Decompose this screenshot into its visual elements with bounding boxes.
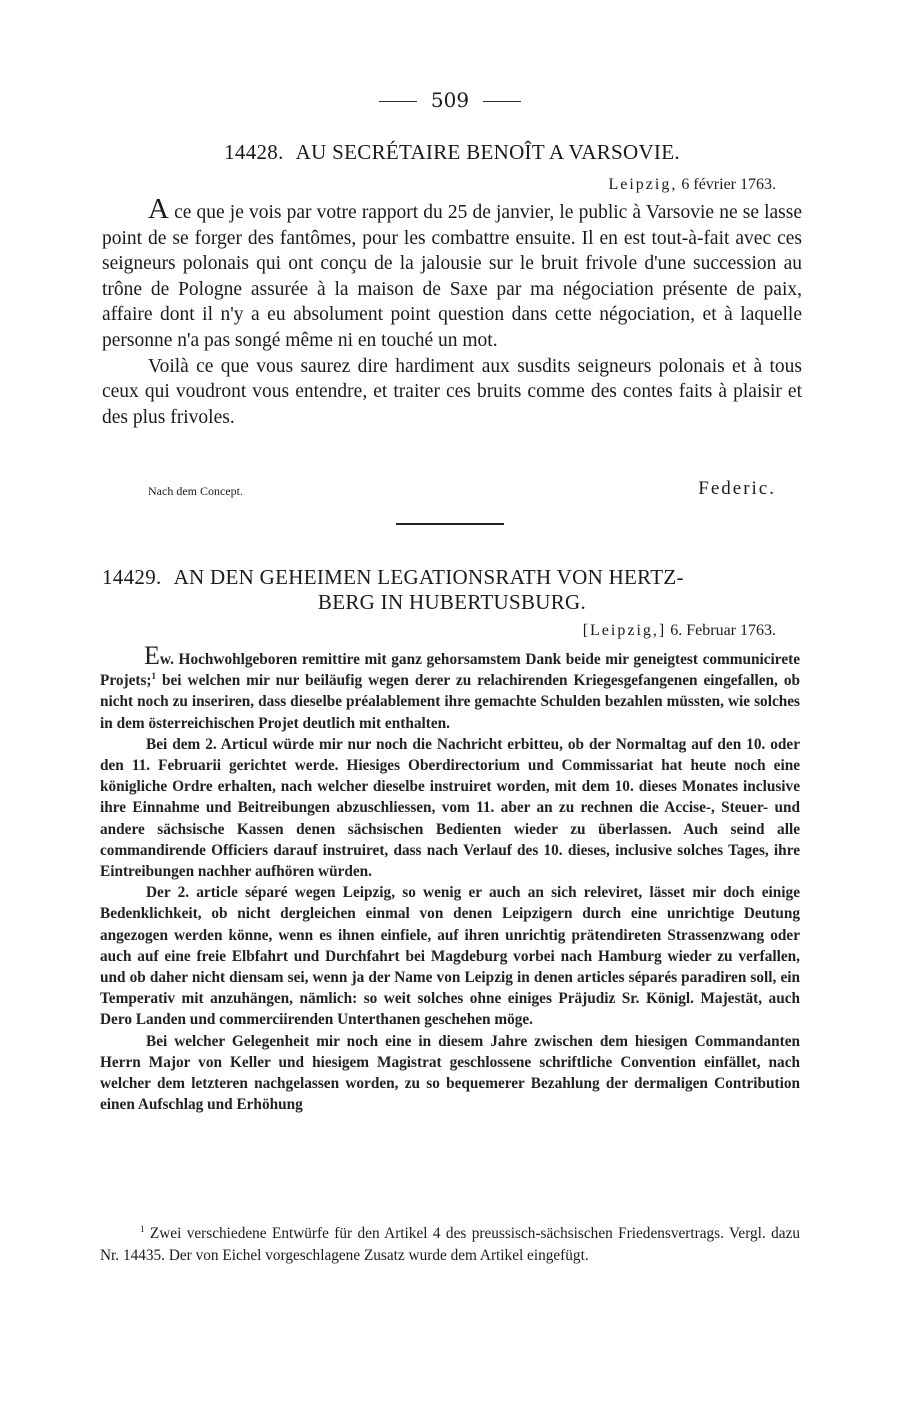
section-divider: [396, 523, 504, 525]
header-dash-right: [483, 101, 521, 102]
footnote: [100, 1223, 800, 1266]
footnote-text: Zwei verschiedene Entwürfe für den Artikel 4 des preussisch-sächsischen Friedensvertrags. Vergl. dazu Nr. 14435. Der von Eichel vorgeschlagene Zusatz wurde dem Artikel eingefügt.: [100, 1225, 801, 1264]
letter-2-paragraph-2: Bei dem 2. Articul würde mir nur noch die Nachricht erbitteu, ob der Normaltag auf den 10. oder den 11. Februarii gerichtet werde. Hiesiges Oberdirectorium und Commissariat hat heute noch eine königliche Ordre erhalten, nach welcher dieselbe instruiret worden, mit dem 10. dieses Monates inclusive ihre Einnahme und Beitreibungen abzuschliessen, vom 11. aber an zu rechnen die Accise-, Steuer- und andere sächsische Kassen denen sächsischen Bedienten wieder zu überlassen. Auch seind alle commandirende Officiers darauf instruiret, dass nach Verlauf des 10. dieses, inclusive solches Tages, ihre Eintreibungen nachher aufhören würden.: [100, 735, 800, 881]
footnote-marker: 1: [140, 1223, 145, 1234]
footnote-reference[interactable]: 1: [151, 671, 157, 682]
letter-2-body: [100, 641, 800, 1115]
letter-1-title: AU SECRÉTAIRE BENOÎT A VARSOVIE.: [295, 140, 680, 164]
letter-1-place: Leipzig,: [608, 176, 678, 193]
footnote-paragraph: [100, 1223, 800, 1266]
letter-1-paragraph-1-text: ce que je vois par votre rapport du 25 de janvier, le public à Varsovie ne se lasse point de se forger des fantômes, pour les combattre ensuite. Il en est tout-à-fait avec ces seigneurs polonais qui ont conçu de la jalousie sur le bruit frivole d'une succession au trône de Pologne assurée à la maison de Saxe par ma négociation présente de paix, affaire dont il n'y a eu absolument point question dans cette négociation, et à laquelle personne n'a pas songé même ni en touché un mot.: [102, 202, 803, 351]
letter-1-heading: [102, 140, 802, 165]
letter-1-paragraph-1: [102, 193, 803, 354]
letter-2-title-line-2: BERG IN HUBERTUSBURG.: [317, 590, 587, 614]
letter-2-paragraph-1-a: w. Hochwohlgeboren remittire mit ganz gehorsamstem Dank beide mir geneigtest communicirete Projets;: [100, 651, 800, 690]
letter-2-date: 6. Februar 1763.: [670, 622, 776, 639]
letter-2-paragraph-3: Der 2. article séparé wegen Leipzig, so wenig er auch an sich releviret, lässet mir doch einige Bedenklichkeit, ob nicht dergleichen einmal von denen Leipzigern durch eine unrichtige Deutung angezogen werden könne, wenn es ihnen einfiele, auf ihren unrichtig prätendireten Strassenzwang oder auch auf eine freie Elbfahrt und Durchfahrt bei Magdeburg vorbei nach Hamburg wieder zu verfallen, und ob daher nicht diensam sei, wenn ja der Name von Leipzig in denen articles séparés paradiren soll, ein Temperativ mit anzuhängen, nämlich: so weit solches ohne einiges Präjudiz Sr. Königl. Majestät, auch Dero Landen und commerciirenden Unterthanen geschehen möge.: [100, 884, 800, 1029]
letter-2-paragraph-1: [100, 641, 800, 734]
letter-2-paragraph-4: Bei welcher Gelegenheit mir noch eine in diesem Jahre zwischen dem hiesigen Commandanten Herrn Major von Keller und hiesigem Magistrat geschlossene schriftliche Convention einfället, nach welcher dem letzteren nachgelassen worden, zu so bequemerer Bezahlung der dermaligen Contribution einen Aufschlag und Erhöhung: [100, 1032, 800, 1114]
drop-cap: A: [148, 193, 169, 225]
letter-2-dateline: [583, 622, 776, 640]
letter-1-dateline: [608, 176, 776, 194]
letter-1-paragraph-2: Voilà ce que vous saurez dire hardiment aux susdits seigneurs polonais et à tous ceux qui voudront vous entendre, et traiter ces bruits comme des contes faits à plaisir et des plus frivoles.: [102, 355, 802, 428]
drop-cap: E: [144, 641, 160, 670]
letter-2-paragraph-1-b: bei welchen mir nur beiläufig wegen derer zu relachirenden Kriegesgefangenen eingefallen, ob nicht noch zu inseriren, dass dieselbe préalablement ihre gemachte Schulden bezahlen müssten, wie solches in dem österreichischen Projet deutlich mit enthalten.: [100, 672, 800, 732]
letter-2-heading: [102, 565, 802, 615]
signature: Federic.: [698, 478, 776, 499]
letter-1-date: 6 février 1763.: [681, 176, 776, 193]
letter-1-number: 14428.: [224, 140, 284, 164]
page-header: [0, 88, 900, 112]
source-note: Nach dem Concept.: [148, 484, 243, 498]
letter-1-body: [102, 193, 803, 430]
letter-2-title-line-1: AN DEN GEHEIMEN LEGATIONSRATH VON HERTZ-: [173, 565, 684, 589]
header-dash-left: [379, 101, 417, 102]
page-number: 509: [430, 88, 470, 112]
letter-2-number: 14429.: [102, 565, 162, 589]
letter-2-place: [Leipzig,]: [582, 622, 667, 639]
